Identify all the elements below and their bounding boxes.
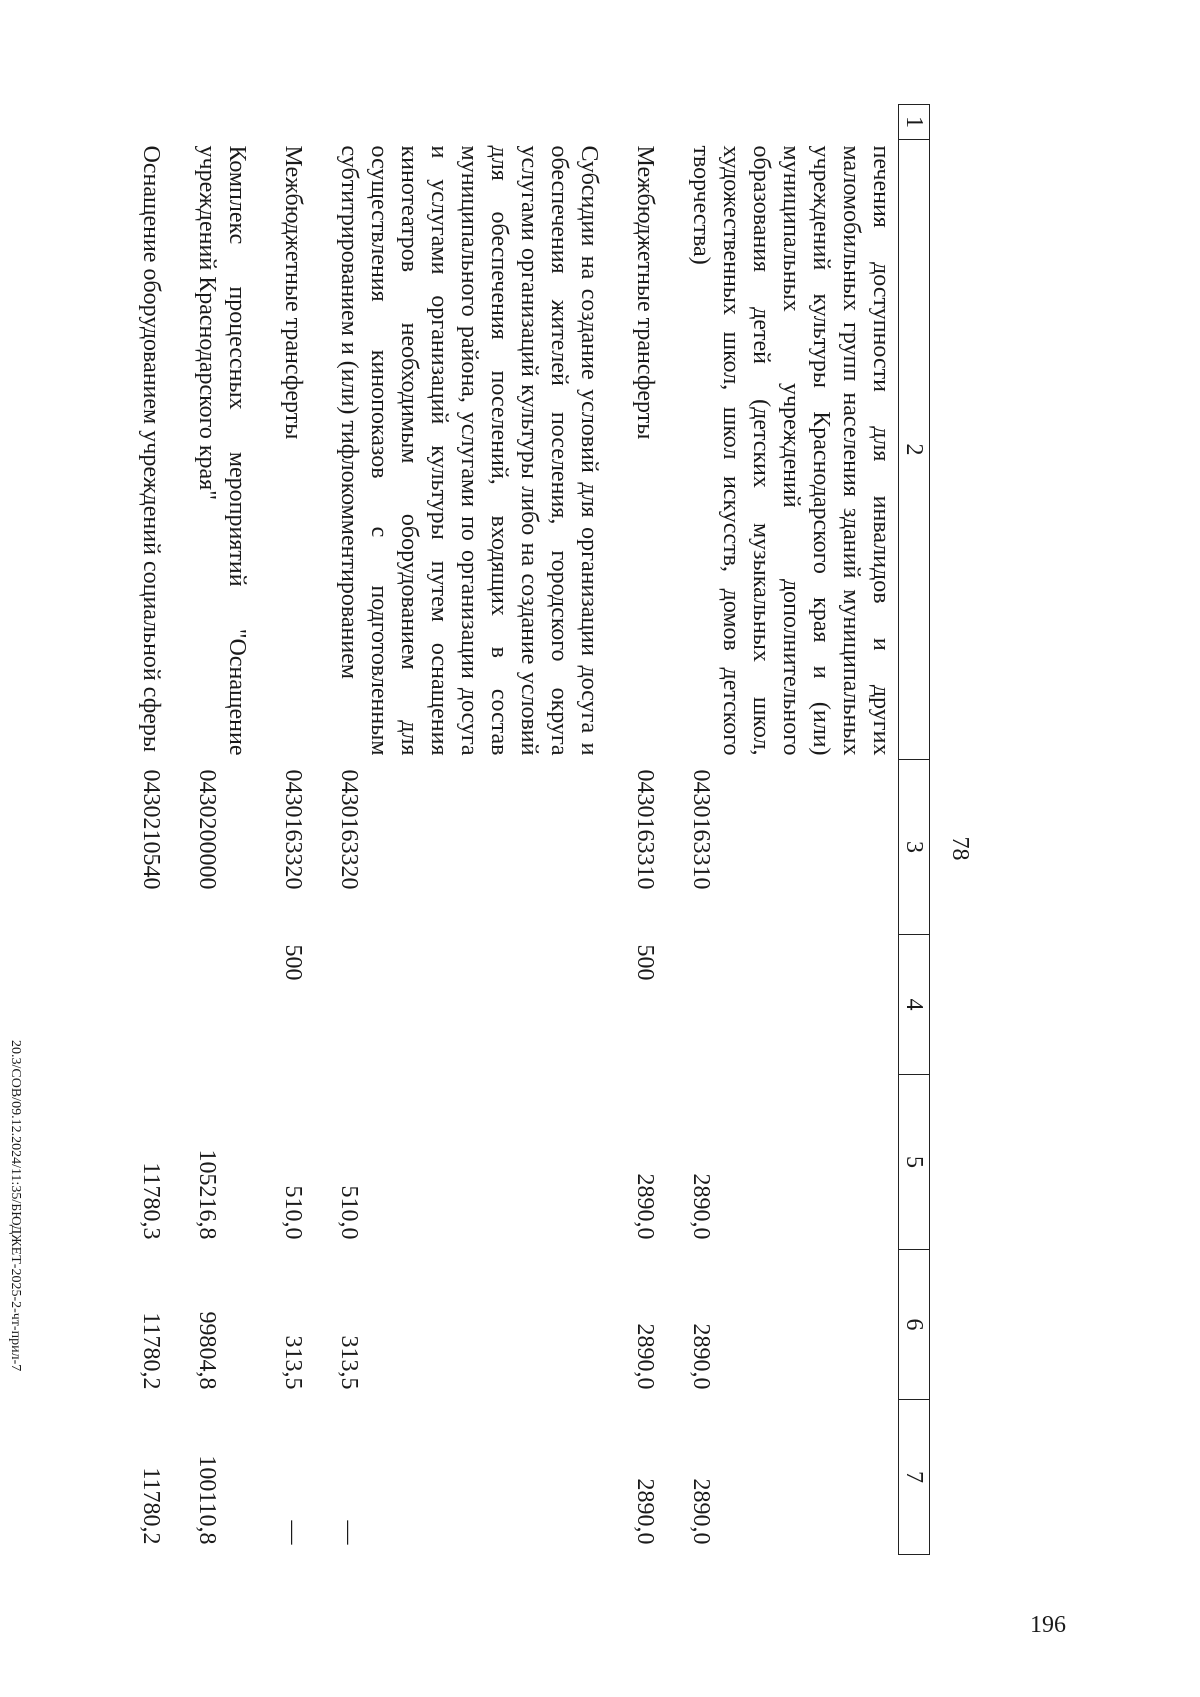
row-number-cell <box>672 105 899 140</box>
row-code: 0430163310 <box>632 769 658 890</box>
table-row <box>122 105 178 1555</box>
document-id-footer: 20.3/СОВ/09.12.2024/11:35/БЮДЖЕТ-2025-2-чт-прил-7 <box>8 1040 23 1372</box>
row-number-cell <box>178 105 264 140</box>
row-value-col7: 11780,2 <box>138 1467 164 1545</box>
column-header: 3 <box>899 760 930 935</box>
row-value-col5: 11780,3 <box>138 1162 164 1240</box>
budget-table <box>122 104 930 1555</box>
table-row <box>264 105 320 1555</box>
column-header: 4 <box>899 935 930 1075</box>
row-number-cell <box>122 105 178 140</box>
row-value-col6: 99804,8 <box>194 1311 220 1390</box>
column-header: 1 <box>899 105 930 140</box>
row-value-col7: — <box>336 1520 362 1545</box>
row-vr <box>320 935 616 1075</box>
row-value-col6: 2890,0 <box>688 1323 714 1390</box>
row-number-cell <box>264 105 320 140</box>
row-number-cell <box>320 105 616 140</box>
row-value-col7: — <box>280 1520 306 1545</box>
table-row <box>178 105 264 1555</box>
row-number-cell <box>616 105 672 140</box>
row-value-col6: 313,5 <box>336 1335 362 1390</box>
row-code: 0430163320 <box>336 769 362 890</box>
row-value-col7: 2890,0 <box>688 1478 714 1545</box>
row-vr: 500 <box>632 944 658 981</box>
row-value-col7: 2890,0 <box>632 1478 658 1545</box>
page-number-top: 78 <box>947 836 973 861</box>
column-header: 7 <box>899 1400 930 1555</box>
row-value-col6: 2890,0 <box>632 1323 658 1390</box>
row-value-col7: 100110,8 <box>194 1455 220 1545</box>
row-name: Комплекс процессных мероприятий "Оснащение учреждений Краснодарского края" <box>194 145 250 756</box>
row-value-col5: 2890,0 <box>632 1173 658 1240</box>
column-header: 2 <box>899 140 930 760</box>
row-code: 0430163310 <box>688 769 714 890</box>
row-code: 0430200000 <box>194 769 220 890</box>
row-code: 0430210540 <box>138 769 164 890</box>
page-number-bottom: 196 <box>1030 1612 1066 1638</box>
row-name: печения доступности для инвалидов и других маломобильных групп населения зданий муниципальных учреждений культуры Краснодарского края и (или) муниципальных учреждений дополнительного образования детей (детских музыкальных школ, художественных школ, школ искусств, домов детского творчества) <box>688 145 894 756</box>
row-name: Субсидии на создание условий для организации досуга и обеспечения жителей поселения, городского округа услугами организаций культуры либо на создание условий для обеспечения поселений, входящих в состав муниципального района, услугами по организации досуга и услугами организаций культуры путем оснащения кинотеатров необходимым оборудованием для осуществления кинопоказов с подготовленным субтитрированием и (или) тифлокомментированием <box>336 145 602 756</box>
column-header: 6 <box>899 1250 930 1400</box>
row-value-col5: 510,0 <box>336 1185 362 1240</box>
table-header-row <box>899 105 930 1555</box>
row-name: Межбюджетные трансферты <box>632 145 658 440</box>
table-row <box>672 105 899 1555</box>
row-vr <box>178 935 264 1075</box>
row-value-col5: 2890,0 <box>688 1173 714 1240</box>
row-code: 0430163320 <box>280 769 306 890</box>
row-vr <box>122 935 178 1075</box>
row-vr: 500 <box>280 944 306 981</box>
row-value-col5: 105216,8 <box>194 1149 220 1240</box>
row-value-col6: 313,5 <box>280 1335 306 1390</box>
row-vr <box>672 935 899 1075</box>
row-value-col5: 510,0 <box>280 1185 306 1240</box>
row-value-col6: 11780,2 <box>138 1312 164 1390</box>
row-name: Межбюджетные трансферты <box>280 145 306 440</box>
table-row <box>616 105 672 1555</box>
row-name: Оснащение оборудованием учреждений социальной сферы <box>138 145 164 753</box>
column-header: 5 <box>899 1075 930 1250</box>
table-row <box>320 105 616 1555</box>
